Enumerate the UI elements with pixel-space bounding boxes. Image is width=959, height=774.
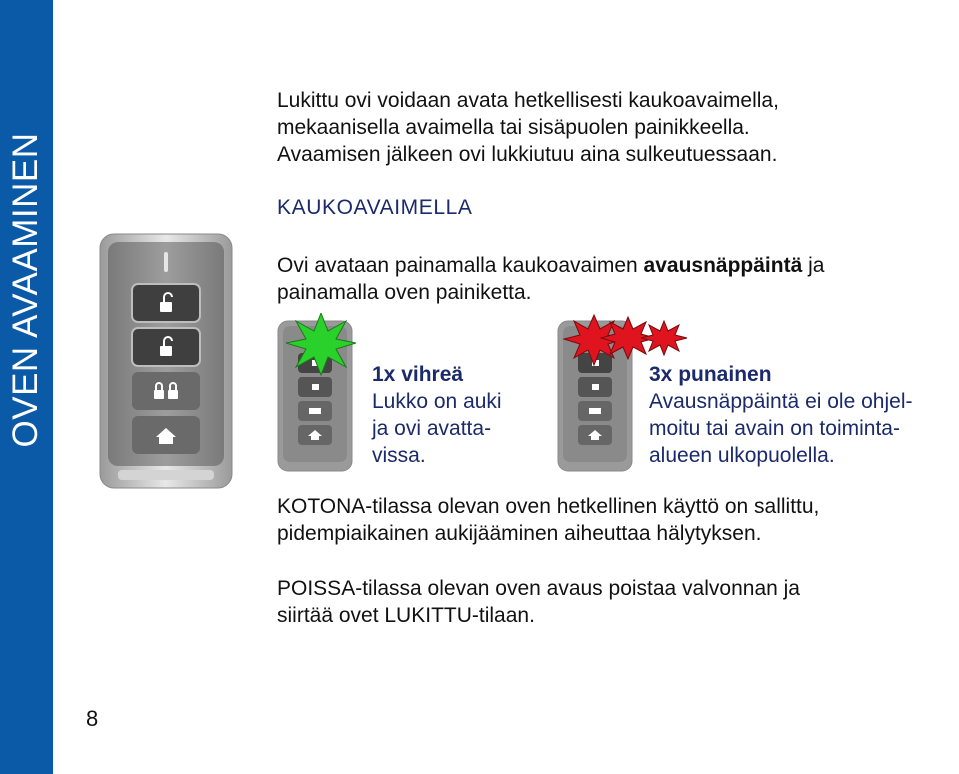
- green-status: [372, 361, 502, 469]
- away-mode-line: siirtää ovet LUKITTU-tilaan.: [277, 604, 535, 627]
- instruction-bold: avausnäppäintä: [643, 254, 803, 277]
- red-status-line: alueen ulkopuolella.: [649, 444, 835, 467]
- home-mode-paragraph: [277, 493, 819, 547]
- page-number: 8: [86, 706, 99, 731]
- intro-line: Avaamisen jälkeen ovi lukkiutuu aina sulkeutuessaan.: [277, 143, 778, 166]
- instruction-line: painamalla oven painiketta.: [277, 281, 532, 304]
- green-status-line: ja ovi avatta-: [372, 417, 492, 440]
- remote-key-green: [276, 313, 366, 473]
- intro-paragraph: [277, 87, 779, 168]
- red-status-line: moitu tai avain on toiminta-: [649, 417, 900, 440]
- intro-line: Lukittu ovi voidaan avata hetkellisesti kaukoavaimella,: [277, 89, 779, 112]
- green-status-line: Lukko on auki: [372, 390, 502, 413]
- home-mode-line: KOTONA-tilassa olevan oven hetkellinen käyttö on sallittu,: [277, 495, 820, 518]
- instruction-paragraph: [277, 252, 824, 306]
- away-mode-paragraph: [277, 575, 800, 629]
- red-status: [649, 361, 912, 469]
- sidebar-title: OVEN AVAAMINEN: [6, 132, 45, 448]
- sidebar: [0, 0, 53, 774]
- unlock-icon: [592, 384, 599, 390]
- home-mode-line: pidempiaikainen aukijääminen aiheuttaa hälytyksen.: [277, 522, 762, 545]
- section-heading: KAUKOAVAIMELLA: [277, 196, 473, 219]
- instruction-text: Ovi avataan painamalla kaukoavaimen: [277, 254, 644, 277]
- red-status-line: Avausnäppäintä ei ole ohjel-: [649, 390, 913, 413]
- green-status-line: vissa.: [372, 444, 426, 467]
- lock-icon: [589, 408, 601, 414]
- intro-line: mekaanisella avaimella tai sisäpuolen painikkeella.: [277, 116, 750, 139]
- remote-key-large: [98, 232, 234, 490]
- instruction-text: ja: [802, 254, 825, 277]
- green-status-label: 1x vihreä: [372, 363, 464, 386]
- lock-icon: [309, 408, 321, 414]
- burst-icon: [286, 313, 356, 375]
- red-status-label: 3x punainen: [649, 363, 772, 386]
- burst-icon: [641, 321, 687, 355]
- unlock-icon: [312, 384, 319, 390]
- away-mode-line: POISSA-tilassa olevan oven avaus poistaa valvonnan ja: [277, 577, 800, 600]
